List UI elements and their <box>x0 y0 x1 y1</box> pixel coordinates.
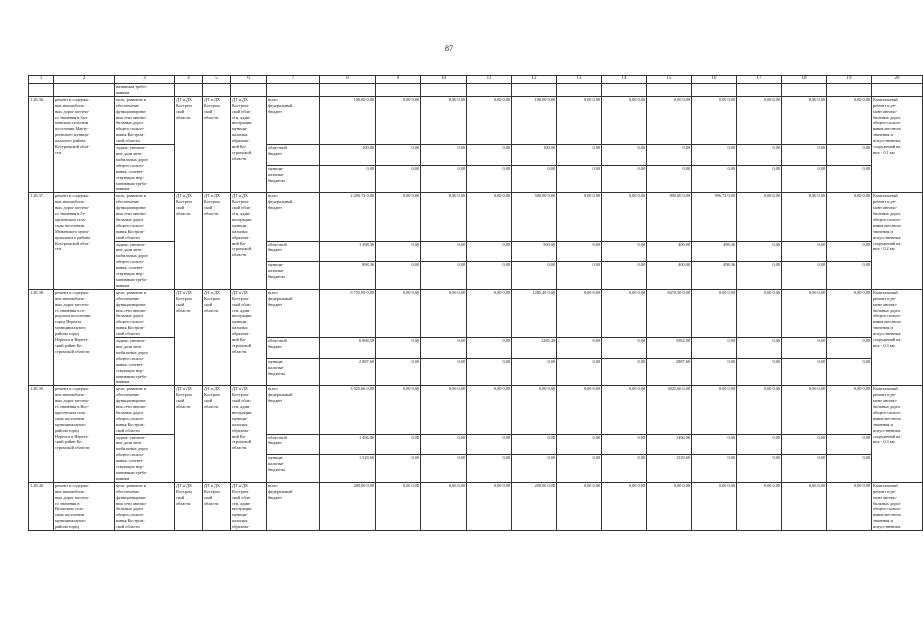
value-c15: 8470,50 0,00 <box>647 289 692 337</box>
entry-result: Капитальный ремонт и ре- монт автомо- бильных дорог общего пользо- вания местного значения и искусственных <box>872 482 923 530</box>
value-c16: 0,00 <box>692 455 737 483</box>
value-c15: 400,00 <box>647 262 692 290</box>
value-c10: 0,00 0,00 <box>421 96 467 144</box>
entry-row <box>29 241 923 262</box>
value-c10: 0,00 <box>421 262 467 290</box>
value-c10: 0,00 <box>421 455 467 483</box>
entry-goal: цель: развитие и обеспечение функционирова- ния сети автомо- бильных дорог общего пользо- вания Костром- ской области <box>115 193 175 241</box>
value-c15: 0,00 <box>647 165 692 193</box>
entry-goal: цель: развитие и обеспечение функционирова- ния сети автомо- бильных дорог общего пользо- вания Костром- ской области <box>115 96 175 144</box>
value-c14: 0,00 <box>602 241 647 262</box>
value-c19: 0,00 0,00 <box>827 482 872 530</box>
entry-executor: ДТ и ДХ Костром ской области <box>175 386 203 483</box>
value-c12: 1285,49 0,00 <box>512 289 557 337</box>
value-c19: 0,00 <box>827 338 872 359</box>
value-c9: 0,00 <box>376 262 421 290</box>
source-label: муници- пальные бюджеты <box>267 358 320 386</box>
value-c15: 1496,06 <box>647 434 692 455</box>
source-label: областной бюджет <box>267 338 320 359</box>
value-c17: 0,00 0,00 <box>737 193 782 241</box>
value-c10: 0,00 0,00 <box>421 482 467 530</box>
source-label: муници- пальные бюджеты <box>267 165 320 193</box>
entry-id: 1.28.39. <box>29 386 54 483</box>
entry-id: 1.28.37. <box>29 193 54 290</box>
entry-executor: ДТ и ДХ Костром ской области <box>175 96 203 193</box>
value-c8: 100,00 <box>320 145 376 166</box>
value-c17: 0,00 <box>737 145 782 166</box>
value-c8: 1 496,06 <box>320 434 376 455</box>
value-c16: 498,36 <box>692 241 737 262</box>
column-header-5: 5 <box>203 76 231 84</box>
source-label: областной бюджет <box>267 145 320 166</box>
entry-row <box>29 482 923 530</box>
entry-row <box>29 289 923 337</box>
entry-name: ремонт и содержа- ние автомобиль- ных дорог местно- го значения в Вос- кресенском сель- ском поселении муниципального района город Нерехта и Нерехт- ский район Ко- стромской области <box>54 386 115 483</box>
value-c16: 0,00 <box>692 165 737 193</box>
value-c10: 0,00 <box>421 241 467 262</box>
value-c8: 2 296,72 0,00 <box>320 193 376 241</box>
value-c11: 0,00 <box>467 338 512 359</box>
value-c18: 0,00 <box>782 455 827 483</box>
value-c8: 100,00 0,00 <box>320 96 376 144</box>
value-c13: 0,00 <box>557 145 602 166</box>
value-c18: 0,00 <box>782 145 827 166</box>
value-c10: 0,00 0,00 <box>421 193 467 241</box>
value-c14: 0,00 <box>602 338 647 359</box>
column-header-7: 7 <box>267 76 320 84</box>
source-label: муници- пальные бюджеты <box>267 455 320 483</box>
value-c15: 1529,60 <box>647 455 692 483</box>
source-label: всего федеральный бюджет <box>267 193 320 241</box>
value-c9: 0,00 <box>376 358 421 386</box>
source-label: всего федеральный бюджет <box>267 96 320 144</box>
column-header-19: 19 <box>827 76 872 84</box>
entry-participants: ДТ и ДХ Костром- ской обла- сти, адми- нистрации муници- пальных образова- ний Ко- стромской области <box>231 289 267 386</box>
source-label: всего федеральный бюджет <box>267 289 320 337</box>
value-c14: 0,00 0,00 <box>602 386 647 434</box>
value-c14: 0,00 <box>602 145 647 166</box>
column-header-12: 12 <box>512 76 557 84</box>
value-c8: 898,36 <box>320 262 376 290</box>
value-c15: 800,00 0,00 <box>647 193 692 241</box>
source-label: всего федеральный бюджет <box>267 482 320 530</box>
value-c12: 0,00 <box>512 358 557 386</box>
value-c18: 0,00 <box>782 358 827 386</box>
value-c19: 0,00 0,00 <box>827 386 872 434</box>
value-c14: 0,00 0,00 <box>602 96 647 144</box>
column-header-18: 18 <box>782 76 827 84</box>
entry-task: задача: увеличе- ние доли авто- мобильных дорог общего пользо- вания, соответ- ствующих нор- мативным требо- ваниям <box>115 145 175 193</box>
table-body <box>29 76 923 531</box>
value-c18: 0,00 0,00 <box>782 289 827 337</box>
value-c15: 3025,66 0,00 <box>647 386 692 434</box>
entry-coordinator: ДТ и ДХ Костром ской области <box>203 193 231 290</box>
source-label: муници- пальные бюджеты <box>267 262 320 290</box>
value-c14: 0,00 0,00 <box>602 482 647 530</box>
value-c16: 0,00 <box>692 358 737 386</box>
value-c10: 0,00 0,00 <box>421 386 467 434</box>
entry-goal: цель: развитие и обеспечение функционирова- ния сети автомо- бильных дорог общего пользо- вания Костром- ской области <box>115 289 175 337</box>
value-c13: 0,00 0,00 <box>557 96 602 144</box>
column-header-15: 15 <box>647 76 692 84</box>
value-c8: 0,00 <box>320 165 376 193</box>
value-c16: 0,00 <box>692 434 737 455</box>
value-c14: 0,00 <box>602 455 647 483</box>
value-c13: 0,00 <box>557 338 602 359</box>
entry-participants: ДТ и ДХ Костром- ской обла- сти, адми- нистрации муници- пальных образова- ний Ко- стромской области <box>231 193 267 290</box>
entry-name: ремонт и содержа- ние автомобиль- ных дорог местно- го значения в Волжском сель- ском поселении муниципального района город <box>54 482 115 530</box>
value-c10: 0,00 0,00 <box>421 289 467 337</box>
value-c11: 0,00 <box>467 262 512 290</box>
value-c17: 0,00 0,00 <box>737 386 782 434</box>
value-c8: 6 868,39 <box>320 338 376 359</box>
value-c9: 0,00 <box>376 434 421 455</box>
entry-row <box>29 338 923 359</box>
page-number: 87 <box>445 44 453 53</box>
value-c13: 0,00 0,00 <box>557 386 602 434</box>
value-c8: 9 755,99 0,00 <box>320 289 376 337</box>
entry-row <box>29 386 923 434</box>
entry-row <box>29 145 923 166</box>
entry-result: Капитальный ремонт и ре- монт автомо- бильных дорог общего пользо- вания местного значения и искусственных сооружений на них - 0,3 км <box>872 289 923 386</box>
value-c19: 0,00 <box>827 165 872 193</box>
value-c14: 0,00 <box>602 165 647 193</box>
value-c11: 0,00 0,00 <box>467 482 512 530</box>
column-header-14: 14 <box>602 76 647 84</box>
carry-over-row <box>29 84 923 97</box>
value-c15: 0,00 0,00 <box>647 96 692 144</box>
value-c18: 0,00 <box>782 338 827 359</box>
value-c9: 0,00 <box>376 338 421 359</box>
value-c9: 0,00 <box>376 145 421 166</box>
value-c13: 0,00 0,00 <box>557 482 602 530</box>
value-c18: 0,00 <box>782 434 827 455</box>
column-header-2: 2 <box>54 76 115 84</box>
value-c13: 0,00 <box>557 165 602 193</box>
value-c10: 0,00 <box>421 338 467 359</box>
value-c17: 0,00 <box>737 338 782 359</box>
entry-result: Капитальный ремонт и ре- монт автомо- бильных дорог общего пользо- вания местного значения и искусственных сооружений на них - 0,3 км <box>872 386 923 483</box>
column-header-13: 13 <box>557 76 602 84</box>
value-c13: 0,00 <box>557 262 602 290</box>
value-c17: 0,00 <box>737 455 782 483</box>
value-c18: 0,00 0,00 <box>782 386 827 434</box>
value-c15: 2887,60 <box>647 358 692 386</box>
value-c17: 0,00 <box>737 262 782 290</box>
value-c12: 1285,49 <box>512 338 557 359</box>
source-label: областной бюджет <box>267 434 320 455</box>
value-c19: 0,00 0,00 <box>827 289 872 337</box>
entry-executor: ДТ и ДХ Костром ской области <box>175 193 203 290</box>
program-table <box>28 75 923 531</box>
value-c17: 0,00 <box>737 165 782 193</box>
value-c12: 0,00 <box>512 455 557 483</box>
value-c11: 0,00 0,00 <box>467 289 512 337</box>
value-c15: 400,00 <box>647 241 692 262</box>
entry-task: задача: увеличе- ние доли авто- мобильных дорог общего пользо- вания, соответ- ствующих нор- мативным требо- ваниям <box>115 434 175 482</box>
value-c10: 0,00 <box>421 434 467 455</box>
value-c18: 0,00 <box>782 165 827 193</box>
column-header-11: 11 <box>467 76 512 84</box>
value-c8: 3 025,66 0,00 <box>320 386 376 434</box>
value-c19: 0,00 <box>827 434 872 455</box>
value-c11: 0,00 <box>467 241 512 262</box>
column-header-1: 1 <box>29 76 54 84</box>
source-label: областной бюджет <box>267 241 320 262</box>
value-c19: 0,00 <box>827 145 872 166</box>
source-label: всего федеральный бюджет <box>267 386 320 434</box>
value-c19: 0,00 <box>827 358 872 386</box>
value-c12: 200,00 0,00 <box>512 482 557 530</box>
value-c11: 0,00 <box>467 358 512 386</box>
value-c13: 0,00 <box>557 358 602 386</box>
value-c9: 0,00 <box>376 455 421 483</box>
column-header-20: 20 <box>872 76 923 84</box>
entry-id: 1.28.40. <box>29 482 54 530</box>
entry-row <box>29 96 923 144</box>
value-c12: 0,00 <box>512 434 557 455</box>
value-c13: 0,00 0,00 <box>557 289 602 337</box>
value-c11: 0,00 <box>467 165 512 193</box>
value-c9: 0,00 <box>376 165 421 193</box>
value-c12: 500,00 <box>512 241 557 262</box>
entry-participants: ДТ и ДХ Костром- ской обла- сти, адми- нистрации муници- пальных образова- ний Ко- стромской области <box>231 386 267 483</box>
value-c19: 0,00 <box>827 262 872 290</box>
value-c17: 0,00 0,00 <box>737 96 782 144</box>
value-c12: 100,00 <box>512 145 557 166</box>
entry-name: ремонт и содержа- ние автомобиль- ных дорог местно- го значения в Зал- монском сельском поселении Макту- реевского муници- пального района Костромской обла- сти <box>54 96 115 193</box>
value-c14: 0,00 <box>602 262 647 290</box>
entry-executor: ДТ и ДХ Костром ской области <box>175 289 203 386</box>
entry-goal: цель: развитие и обеспечение функционирова- ния сети автомо- бильных дорог общего пользо- вания Костром- ской области <box>115 386 175 434</box>
value-c14: 0,00 0,00 <box>602 289 647 337</box>
value-c9: 0,00 0,00 <box>376 96 421 144</box>
value-c11: 0,00 0,00 <box>467 193 512 241</box>
value-c12: 0,00 <box>512 262 557 290</box>
value-c10: 0,00 <box>421 145 467 166</box>
value-c14: 0,00 0,00 <box>602 193 647 241</box>
value-c16: 0,00 0,00 <box>692 386 737 434</box>
entry-coordinator: ДТ и ДХ Костром ской области <box>203 289 231 386</box>
column-header-10: 10 <box>421 76 467 84</box>
column-header-17: 17 <box>737 76 782 84</box>
value-c17: 0,00 <box>737 358 782 386</box>
entry-participants: ДТ и ДХ Костром- ской обла- сти, адми- нистрации муници- пальных образова- <box>231 482 267 530</box>
value-c16: 498,36 <box>692 262 737 290</box>
value-c12: 0,00 <box>512 165 557 193</box>
value-c11: 0,00 <box>467 145 512 166</box>
value-c18: 0,00 0,00 <box>782 96 827 144</box>
value-c19: 0,00 <box>827 241 872 262</box>
value-c15: 0,00 0,00 <box>647 482 692 530</box>
value-c19: 0,00 0,00 <box>827 193 872 241</box>
value-c13: 0,00 0,00 <box>557 193 602 241</box>
value-c16: 996,72 0,00 <box>692 193 737 241</box>
value-c17: 0,00 0,00 <box>737 289 782 337</box>
value-c15: 0,00 <box>647 145 692 166</box>
value-c9: 0,00 0,00 <box>376 482 421 530</box>
value-c19: 0,00 0,00 <box>827 96 872 144</box>
column-header-3: 3 <box>115 76 175 84</box>
entry-result: Капитальный ремонт и ре- монт автомо- бильных дорог общего пользо- вания местного значения и искусственных сооружений на них - 0,1 км <box>872 96 923 193</box>
value-c12: 100,00 0,00 <box>512 96 557 144</box>
value-c11: 0,00 <box>467 455 512 483</box>
entry-result: Капитальный ремонт и ре- монт автомо- бильных дорог общего пользо- вания местного значения и искусственных сооружений на них - 0,2 км <box>872 193 923 290</box>
entry-coordinator: ДТ и ДХ Костром ской области <box>203 386 231 483</box>
value-c8: 1 529,60 <box>320 455 376 483</box>
carry-over-text: нативным требо- ваниям <box>115 84 175 97</box>
column-header-6: 6 <box>231 76 267 84</box>
value-c11: 0,00 <box>467 434 512 455</box>
value-c14: 0,00 <box>602 358 647 386</box>
value-c12: 500,00 0,00 <box>512 193 557 241</box>
entry-row <box>29 434 923 455</box>
value-c8: 1 398,36 <box>320 241 376 262</box>
column-number-row <box>29 76 923 84</box>
value-c18: 0,00 0,00 <box>782 482 827 530</box>
entry-participants: ДТ и ДХ Костром- ской обла- сти, адми- нистрации муници- пальных образова- ний Ко- стромской области <box>231 96 267 193</box>
value-c10: 0,00 <box>421 358 467 386</box>
entry-name: ремонт и содержа- ние автомобиль- ных дорог местно- го значения в Ге- оргиевском сель- ском поселении Межевского муни- ципального района Костромской обла- сти <box>54 193 115 290</box>
entry-id: 1.28.36. <box>29 96 54 193</box>
column-header-8: 8 <box>320 76 376 84</box>
value-c19: 0,00 <box>827 455 872 483</box>
value-c15: 5582,90 <box>647 338 692 359</box>
value-c13: 0,00 <box>557 434 602 455</box>
value-c8: 200,00 0,00 <box>320 482 376 530</box>
value-c16: 0,00 0,00 <box>692 289 737 337</box>
entry-id: 1.28.38. <box>29 289 54 386</box>
value-c9: 0,00 0,00 <box>376 289 421 337</box>
value-c18: 0,00 0,00 <box>782 193 827 241</box>
column-header-16: 16 <box>692 76 737 84</box>
value-c9: 0,00 0,00 <box>376 386 421 434</box>
entry-coordinator: ДТ и ДХ Костром ской области <box>203 482 231 530</box>
entry-coordinator: ДТ и ДХ Костром ской области <box>203 96 231 193</box>
value-c17: 0,00 <box>737 434 782 455</box>
value-c16: 0,00 0,00 <box>692 482 737 530</box>
value-c14: 0,00 <box>602 434 647 455</box>
value-c10: 0,00 <box>421 165 467 193</box>
value-c11: 0,00 0,00 <box>467 96 512 144</box>
value-c12: 0,00 0,00 <box>512 386 557 434</box>
value-c16: 0,00 <box>692 338 737 359</box>
entry-task: задача: увеличе- ние доли авто- мобильных дорог общего пользо- вания, соответ- ствующих нор- мативным требо- ваниям <box>115 241 175 289</box>
column-header-9: 9 <box>376 76 421 84</box>
value-c9: 0,00 <box>376 241 421 262</box>
entry-row <box>29 193 923 241</box>
entry-name: ремонт и содержа- ние автомобиль- ных дорог местно- го значения в го- родском поселении город Нерехта муниципального района город Нерехта и Нерехт- ский район Ко- стромской области <box>54 289 115 386</box>
value-c18: 0,00 <box>782 241 827 262</box>
value-c11: 0,00 0,00 <box>467 386 512 434</box>
value-c18: 0,00 <box>782 262 827 290</box>
value-c8: 2 887,60 <box>320 358 376 386</box>
value-c17: 0,00 0,00 <box>737 482 782 530</box>
value-c9: 0,00 0,00 <box>376 193 421 241</box>
entry-goal: цель: развитие и обеспечение функционирова- ния сети автомо- бильных дорог общего пользо- вания Костром- ской области <box>115 482 175 530</box>
value-c17: 0,00 <box>737 241 782 262</box>
entry-executor: ДТ и ДХ Костром ской области <box>175 482 203 530</box>
column-header-4: 4 <box>175 76 203 84</box>
value-c16: 0,00 <box>692 145 737 166</box>
entry-task: задача: увеличе- ние доли авто- мобильных дорог общего пользо- вания, соответ- ствующих нор- мативным требо- ваниям <box>115 338 175 386</box>
value-c16: 0,00 0,00 <box>692 96 737 144</box>
value-c13: 0,00 <box>557 455 602 483</box>
value-c13: 0,00 <box>557 241 602 262</box>
